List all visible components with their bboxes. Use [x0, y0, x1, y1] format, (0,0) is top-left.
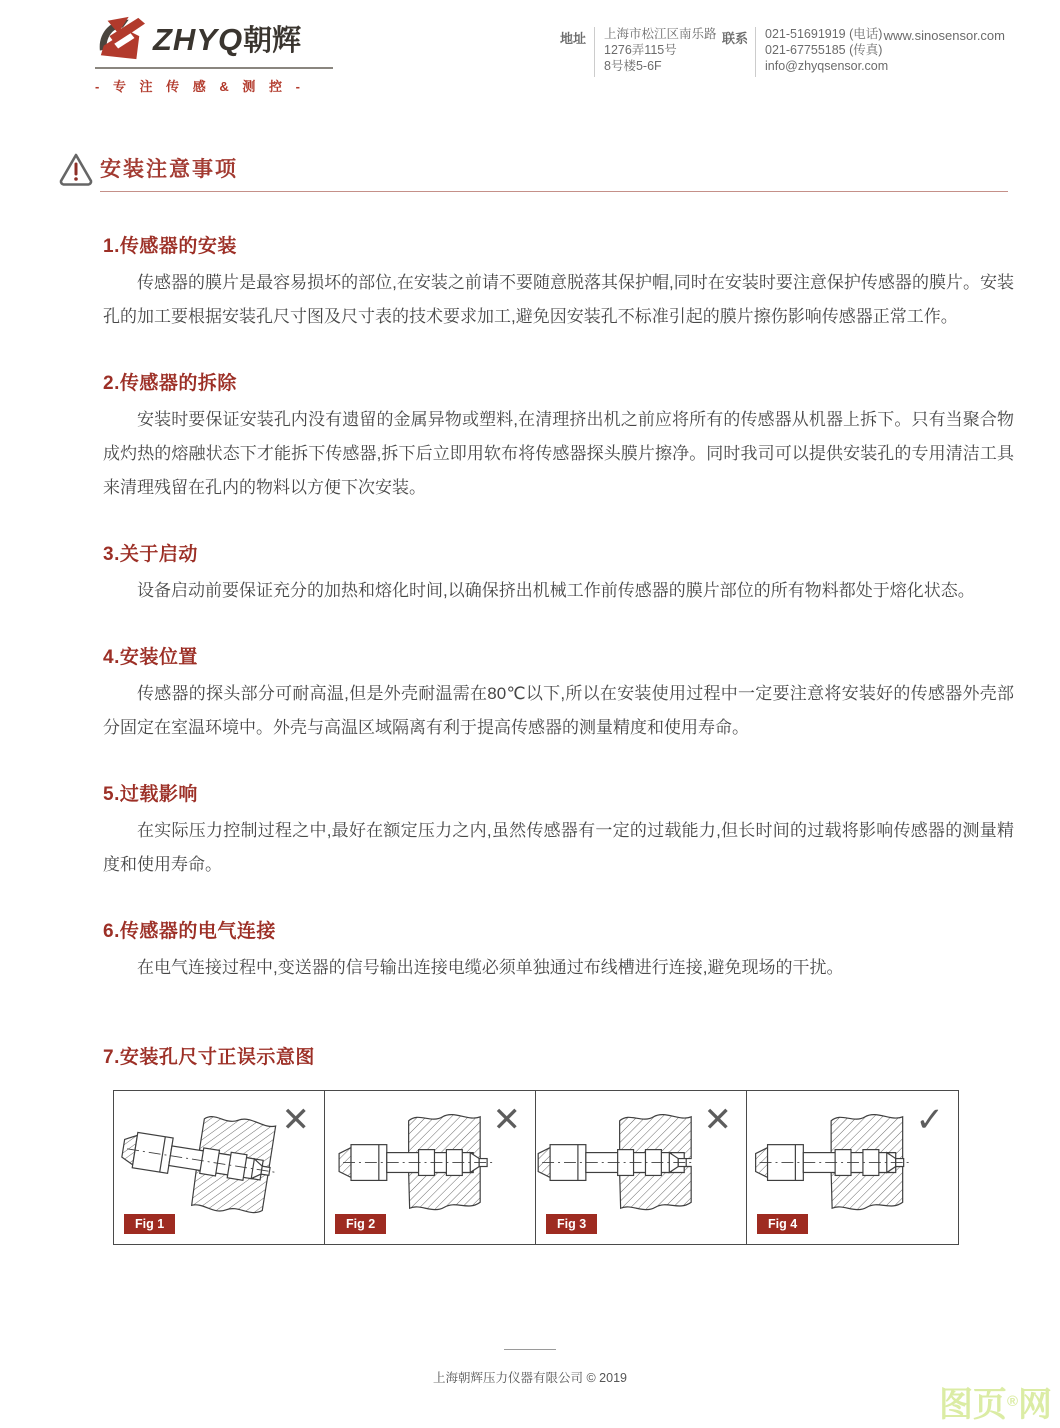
section-body-3: 设备启动前要保证充分的加热和熔化时间,以确保挤出机械工作前传感器的膜片部位的所有物料都处于熔化状态。: [137, 581, 975, 600]
contact-lines: [765, 26, 888, 74]
brand-name-en: ZHYQ: [153, 21, 244, 57]
check-mark-icon: ✓: [915, 1101, 944, 1139]
contact-label: 联系: [722, 31, 749, 46]
brand-name-cn: 朝辉: [243, 24, 302, 57]
logo-divider: [95, 67, 333, 69]
watermark: [939, 1388, 1052, 1422]
section-body-1: 传感器的膜片是最容易损坏的部位,在安装之前请不要随意脱落其保护帽,同时在安装时要注意保护传感器的膜片。安装孔的加工要根据安装孔尺寸图及尺寸表的技术要求加工,避免因安装孔不标准引起的膜片擦伤影响传感器正常工作。: [103, 273, 1014, 326]
address-line: 8号楼5-6F: [604, 59, 662, 73]
address-lines: [604, 26, 717, 74]
section-heading-7: 7.安装孔尺寸正误示意图: [103, 1047, 315, 1068]
wrong-mark-icon: ✕: [492, 1101, 521, 1139]
section-heading-3: 3.关于启动: [103, 544, 198, 565]
figure-label: Fig 1: [124, 1214, 175, 1234]
address-label: 地址: [560, 31, 587, 46]
section-heading-2: 2.传感器的拆除: [103, 373, 237, 394]
address-separator: [594, 27, 595, 77]
figure-label: Fig 2: [335, 1214, 386, 1234]
registered-icon: ®: [1006, 1392, 1018, 1410]
figure-panel-4: [747, 1091, 958, 1244]
section-body-2: 安装时要保证安装孔内没有遗留的金属异物或塑料,在清理挤出机之前应将所有的传感器从机器上拆下。只有当聚合物成灼热的熔融状态下才能拆下传感器,拆下后立即用软布将传感器探头膜片擦净。同时我司可以提供安装孔的专用清洁工具来清理残留在孔内的物料以方便下次安装。: [103, 410, 1014, 497]
section-heading-6: 6.传感器的电气连接: [103, 921, 276, 942]
company-logo: [95, 14, 335, 95]
section-heading-1: 1.传感器的安装: [103, 236, 237, 257]
company-website: www.sinosensor.com: [883, 28, 1005, 43]
figure-panel-2: [325, 1091, 536, 1244]
figure-panel-3: [536, 1091, 747, 1244]
address-line: 1276弄115号: [604, 43, 677, 57]
footer-company: 上海朝辉压力仪器有限公司 © 2019: [433, 1371, 627, 1385]
section-heading-5: 5.过载影响: [103, 784, 198, 805]
figure-panel-1: [114, 1091, 325, 1244]
page-title: 安装注意事项: [100, 158, 238, 181]
contact-phone: 021-51691919 (电话): [765, 27, 883, 41]
section-heading-4: 4.安装位置: [103, 647, 198, 668]
contact-email: info@zhyqsensor.com: [765, 59, 889, 73]
brand-tagline: - 专 注 传 感 & 测 控 -: [95, 79, 305, 94]
watermark-text: 网: [1018, 1386, 1052, 1424]
logo-mark-icon: [95, 14, 147, 62]
section-body-4: 传感器的探头部分可耐高温,但是外壳耐温需在80℃以下,所以在安装使用过程中一定要注意将安装好的传感器外壳部分固定在室温环境中。外壳与高温区域隔离有利于提高传感器的测量精度和使用寿命。: [103, 684, 1014, 737]
address-line: 上海市松江区南乐路: [604, 27, 717, 41]
watermark-text: 图页: [938, 1386, 1007, 1424]
contact-separator: [755, 27, 756, 77]
wrong-mark-icon: ✕: [703, 1101, 732, 1139]
wrong-mark-icon: ✕: [281, 1101, 310, 1139]
installation-figure-box: [113, 1090, 959, 1245]
warning-triangle-icon: [57, 151, 95, 187]
section-body-5: 在实际压力控制过程之中,最好在额定压力之内,虽然传感器有一定的过载能力,但长时间的过载将影响传感器的测量精度和使用寿命。: [103, 821, 1014, 874]
notice-sections: [103, 192, 1014, 985]
section-body-6: 在电气连接过程中,变送器的信号输出连接电缆必须单独通过布线槽进行连接,避免现场的干扰。: [137, 958, 844, 977]
footer-divider: [504, 1349, 556, 1350]
figure-label: Fig 4: [757, 1214, 808, 1234]
contact-fax: 021-67755185 (传真): [765, 43, 883, 57]
figure-label: Fig 3: [546, 1214, 597, 1234]
